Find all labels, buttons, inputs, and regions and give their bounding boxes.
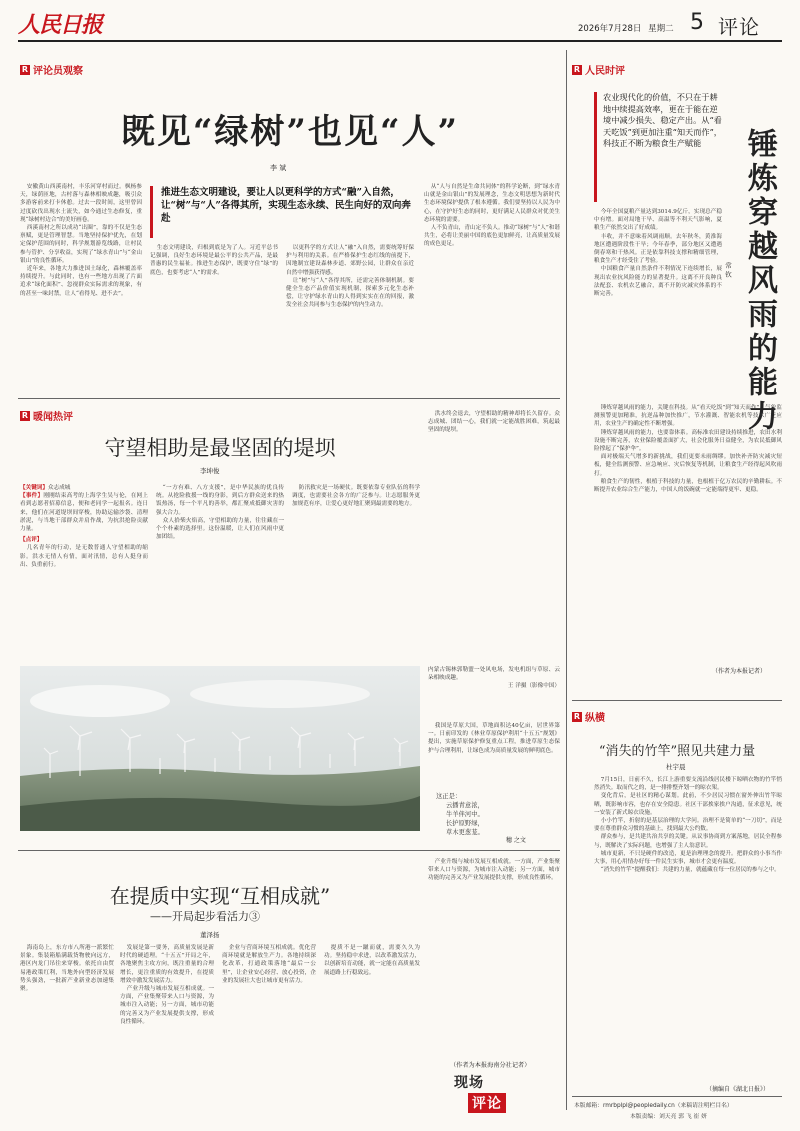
masthead-date [578,22,674,34]
verse [436,792,556,837]
verse-author: 穗 之文 [506,837,526,844]
article-body-col3 [286,244,414,388]
summary-box [594,92,724,202]
paragraph: 从“人与自然是生命共同体”的科学论断，到“绿水青山就是金山银山”的发展理念，生态文明思想为新时代生态环境保护提供了根本遵循。我们要坚持以人民为中心，在守护好生态的同时，更好满足人民群众对优美生态环境的需要。 [424,184,560,223]
paragraph: 安徽黄山西溪南村，丰乐河穿村而过。枫杨参天，绿荫匝地，古村落与森林相映成趣，吸引众多游客前来打卡休憩。过去一段时间，这里曾因过度砍伐出现水土流失，如今通过生态修复，重现“绿树村边合”的美好画卷。 [20,184,142,223]
zongheng-body [594,776,782,1082]
paragraph: 面对极端天气增多的新挑战，我们更要未雨绸缪。加快补齐防灾减灾短板，健全监测预警、应急响应、灾后恢复等机制，让粮食生产经得起风吹雨打。 [594,454,782,477]
article-body-col1 [20,183,142,388]
article-title: 锤炼穿越风雨的能力 [742,128,777,434]
paragraph: 西溪南村之所以成功“出圈”，靠的不仅是生态禀赋，更是管理智慧。当地坚持保护优先，在划定保护范围的同时，科学规划游览线路，让村民参与管护、分享收益，实现了“绿水青山”与“金山银山”的良性循环。 [20,225,142,264]
article-subtitle: ——开局起步看活力③ [150,910,260,923]
footer-rule [572,1096,782,1097]
column-tag-renminshiping [572,62,625,77]
paragraph: 城市更新，不只是硬件的改造，更是治理理念的提升。把群众的小事当作大事，用心用情办好每一件民生实事，城市才会更有温度。 [594,850,782,866]
article-author: 杜宇晨 [666,763,686,771]
paragraph: 企业与营商环境互相成就。优化营商环境就是解放生产力。各地持续深化改革，打通政策落地“最后一公里”，让企业安心经营、放心投资，企业的发展壮大也让城市更有活力。 [222,945,316,984]
bottom-body-col2 [120,944,214,1102]
column-icon: R [21,65,29,74]
date: 2026年7月28日 [578,24,642,34]
paragraph: 发展是第一要务，高质量发展是新时代的硬道理。“十五五”开局之年，各地聚焦主攻方向，既注重量的合理增长，更注重质的有效提升，在提质增效中激发发展活力。 [120,945,214,984]
section-name: 评论 [718,15,760,39]
verse-title: 这正是： [436,793,462,800]
column-tag-zongheng [572,709,605,724]
paragraph: 今年全国夏粮产量达到3014.9亿斤，实现总产稳中有增。面对局地干旱、高温等不利天气影响，夏粮生产依然交出了好成绩。 [594,209,722,232]
paragraph: 产业升级与城市发展互相成就。一方面，产业集聚带来人口与资源，为城市注入动能；另一方面，城市功能的完善又为产业发展提供支撑，形成良性循环。 [120,986,214,1025]
paragraph: 生态文明建设，归根到底是为了人。习近平总书记强调，良好生态环境是最公平的公共产品，是最普惠的民生福祉。推进生态保护，既要守住“绿”的底色，也要考虑“人”的需求。 [150,245,278,276]
paragraph: 众人拾柴火焰高，守望相助的力量，往往藏在一个个朴素的选择里。这份温暖，让人们在风雨中更加团结。 [156,517,284,541]
verse-line: 牛羊伴河中。 [446,811,484,818]
verse-line: 云播青意浓， [446,802,484,809]
paragraph: 海南岛上，东方市八所港一派繁忙景象。集装箱船满载货物驶向远方，港区内龙门吊往来穿梭。依托自由贸易港政策红利，当地外向型经济发展势头强劲，一批新产业新业态加速集聚。 [20,945,114,993]
article-title: 在提质中实现“互相成就” [109,884,331,908]
author-note: （作者为本报海南分社记者） [450,1062,531,1069]
column-tag-pinglunyuan [20,62,83,77]
bottom-body-col4 [324,944,420,1102]
source-note: （摘编自《湖北日报》） [706,1086,770,1093]
mid-body-col4 [428,410,560,664]
mid-body-col3 [292,484,420,664]
footer-editors: 本版责编：刘天亮 郭 飞 崔 妍 [630,1114,707,1120]
article-title: 守望相助是最坚固的堤坝 [104,436,336,460]
masthead-rule [18,40,782,42]
article-title: “消失的竹竿”照见共建力量 [598,744,756,759]
section-rule [18,850,560,851]
bottom-body-col5 [428,858,560,1054]
column-label: 暖闻热评 [33,412,73,423]
paragraph: 近年来，各地大力推进国土绿化，森林覆盖率持续提升。与此同时，也有一些地方出现了片面追求“绿化面积”、忽视群众实际需求的现象，有的甚至一味封禁，让人“看得见、进不去”。 [20,266,142,297]
paragraph: 产业升级与城市发展互相成就。一方面，产业集聚带来人口与资源，为城市注入动能；另一方面，城市功能的完善又为产业发展提供支撑，形成良性循环。 [428,859,560,882]
masthead-logo: 人民日报 [18,12,103,38]
bottom-body-col1 [20,944,114,1102]
paragraph: 锤炼穿越风雨的能力，关键在科技。从“看天吃饭”到“知天而作”，气象监测预警更加精准，抗逆品种加快推广，节水灌溉、智能农机等技术广泛应用，农业生产的确定性不断增强。 [594,405,782,428]
xianchang-pinglun-badge [454,1072,540,1110]
photo-caption [428,666,560,700]
page-number: 5 [690,10,704,35]
badge-top: 现场 [454,1075,484,1091]
column-label: 人民时评 [585,66,625,77]
article-author: 李 斌 [270,164,287,172]
paragraph: 提质不是一蹴而就，需要久久为功。坚持稳中求进，以改革激发活力，以创新培育动能，就一定能在高质量发展道路上行稳致远。 [324,945,420,976]
section-rule [18,398,560,399]
paragraph: 锤炼穿越风雨的能力，也要靠体系。高标准农田建设持续推进，农田水利设施不断完善，农业保险覆盖面扩大，社会化服务日益健全，为农民抵御风险撑起了“保护伞”。 [594,429,782,453]
paragraph: 几名青年的行动，是无数普通人守望相助的缩影。洪水无情人有情，面对汛情，总有人挺身而出、负重前行。 [20,545,148,568]
paragraph: “一方有难、八方支援”，是中华民族的优良传统。从抢险救援一线的身影，到后方群众送来的热饭热汤，每一个平凡的善举，都汇聚成抵御灾害的强大合力。 [156,485,284,516]
article-author: 李坤俊 [200,467,220,475]
paragraph: 小小竹竿，折射的是基层治理的大学问。治理不是简单的“一刀切”，而是要在尊重群众习惯的基础上，找到最大公约数。 [594,818,782,833]
right-body-wide [594,404,782,664]
wind-farm-photo [20,666,420,831]
verse-line: 长护原野绿， [446,820,484,827]
paragraph: 以更科学的方式让人“融”入自然，需要统筹好保护与利用的关系。在严格保护生态红线的前提下，因地制宜建设森林步道、郊野公园，让群众在亲近自然中增强获得感。 [286,245,414,276]
paragraph: 防汛救灾是一场硬仗。既要依靠专业队伍的科学调度，也需要社会各方的广泛参与。让志愿服务更加规范有序，让爱心更好地汇聚到最需要的地方。 [292,485,420,508]
section-rule [572,700,782,701]
mid-body-col1 [20,484,148,664]
photo-text [428,722,560,788]
column-icon: R [573,65,581,74]
verse-line: 草木更葱茏。 [446,829,484,836]
event-line: 【事件】刚刚结束高考的上海学生吴与伦，在网上看到志愿者招募信息，便和老同学一起报名。连日来，他们在河道堤坝间穿梭，协助运输沙袋、清理淤泥，与当地干部群众并肩作战，为抗洪抢险贡献力量。 [20,493,148,533]
weekday: 星期二 [648,24,674,34]
caption-text: 内蒙古锡林郭勒盟一处风电场，发电机组与草原、云朵相映成趣。 [428,667,560,682]
column-icon: R [573,712,581,721]
paragraph: 中国粮食产量自然条件不利情况下连续增长，展现出农业抗风险能力的显著提升。这离不开良种良法配套、农机农艺融合，离不开防灾减灾体系的不断完善。 [594,266,722,298]
article-author: 董泽扬 [200,931,220,939]
paragraph: 群众参与，是共建共治共享的关键。从议事协商到方案落地，居民全程参与，既解决了实际问题，也增强了主人翁意识。 [594,834,782,849]
summary-text: 农业现代化的价值，不只在于耕地中续提高效率，更在于能在逆境中减少损失、稳定产出。从“看天吃饭”到更加注重“知天而作”，科技正不断为粮食生产赋能 [603,92,722,148]
column-label: 评论员观察 [33,66,83,77]
paragraph: 变化背后，是社区的精心谋划。此前，不少居民习惯在窗外伸出竹竿晾晒，既影响市容，也存在安全隐患。社区干部挨家挨户沟通，征求意见，统一安装了新式晾衣设施。 [594,793,782,816]
wind-turbine-image [20,666,420,831]
footer-email: 本版邮箱：rmrbplpl@peopledaily.cn（来稿请注明栏目名） [574,1103,733,1109]
bottom-body-col3 [222,944,316,1102]
article-author: 常 钦 [724,262,732,278]
paragraph: 我国是草原大国，草地面积达40亿亩，居世界第一。日前印发的《林业草原保护利用“十五五”规划》提出，实施草原保护修复重点工程，推进草原生态保护与合理利用，让绿色成为高质量发展的鲜明底色。 [428,723,560,754]
paragraph: 丰收，并不意味着风调雨顺。去年秋冬，黄淮海地区遭遇阶段性干旱；今年春季，部分地区又遭遇倒春寒和干热风。正是依靠科技支撑和精细管理，粮食生产才经受住了考验。 [594,233,722,265]
comment-label: 【点评】 [20,537,43,544]
paragraph: 粮食生产的韧性，根植于科技的力量，也根植于亿万农民的辛勤耕耘。不断提升农业综合生产能力，中国人的饭碗就一定能端得更牢、更稳。 [594,478,782,494]
article-body-col4 [424,183,560,388]
mid-body-col2 [156,484,284,664]
paragraph: 7月15日，日前不久，长江上游重要支流沿线居民楼下晾晒衣物的竹竿悄然消失。取而代之的，是一排排整齐划一的晾衣架。 [594,777,782,792]
column-icon: R [21,411,29,420]
column-divider [566,50,567,1110]
summary-text: 推进生态文明建设，要让人以更科学的方式“融”入自然，让“树”与“人”各得其所，实现生态永续、民生向好的双向奔赴 [161,187,411,224]
article-body-col2 [150,244,278,388]
paragraph: 人不负青山，青山定不负人。推动“绿树”与“人”和谐共生，必将让美丽中国的底色更加鲜亮，让高质量发展的成色更足。 [424,225,560,248]
photo-credit: 王 洋摄（影像中国） [507,683,560,690]
badge-bottom: 评论 [468,1093,506,1113]
keyword-line: 【关键词】众志成城 [20,485,71,491]
paragraph: 让“树”与“人”各得其所，还需完善体制机制。要健全生态产品价值实现机制，探索多元化生态补偿，让守护绿水青山的人得到实实在在的回报，激发全社会共同参与生态保护的内生动力。 [286,277,414,309]
column-label: 纵横 [585,713,605,724]
column-tag-nuanwen [20,408,73,423]
article-title: 既见“绿树”也见“人” [120,112,460,152]
right-body-col [594,208,722,404]
summary-box [150,186,415,238]
author-note: （作者为本报记者） [712,668,767,675]
masthead [18,6,782,39]
paragraph: “消失的竹竿”提醒我们：共建的力量，就蕴藏在每一位居民的参与之中。 [600,867,780,874]
paragraph: 洪水终会退去，守望相助的精神却将长久留存。众志成城、团结一心，我们就一定能战胜困难，筑起最坚固的堤坝。 [428,411,560,434]
